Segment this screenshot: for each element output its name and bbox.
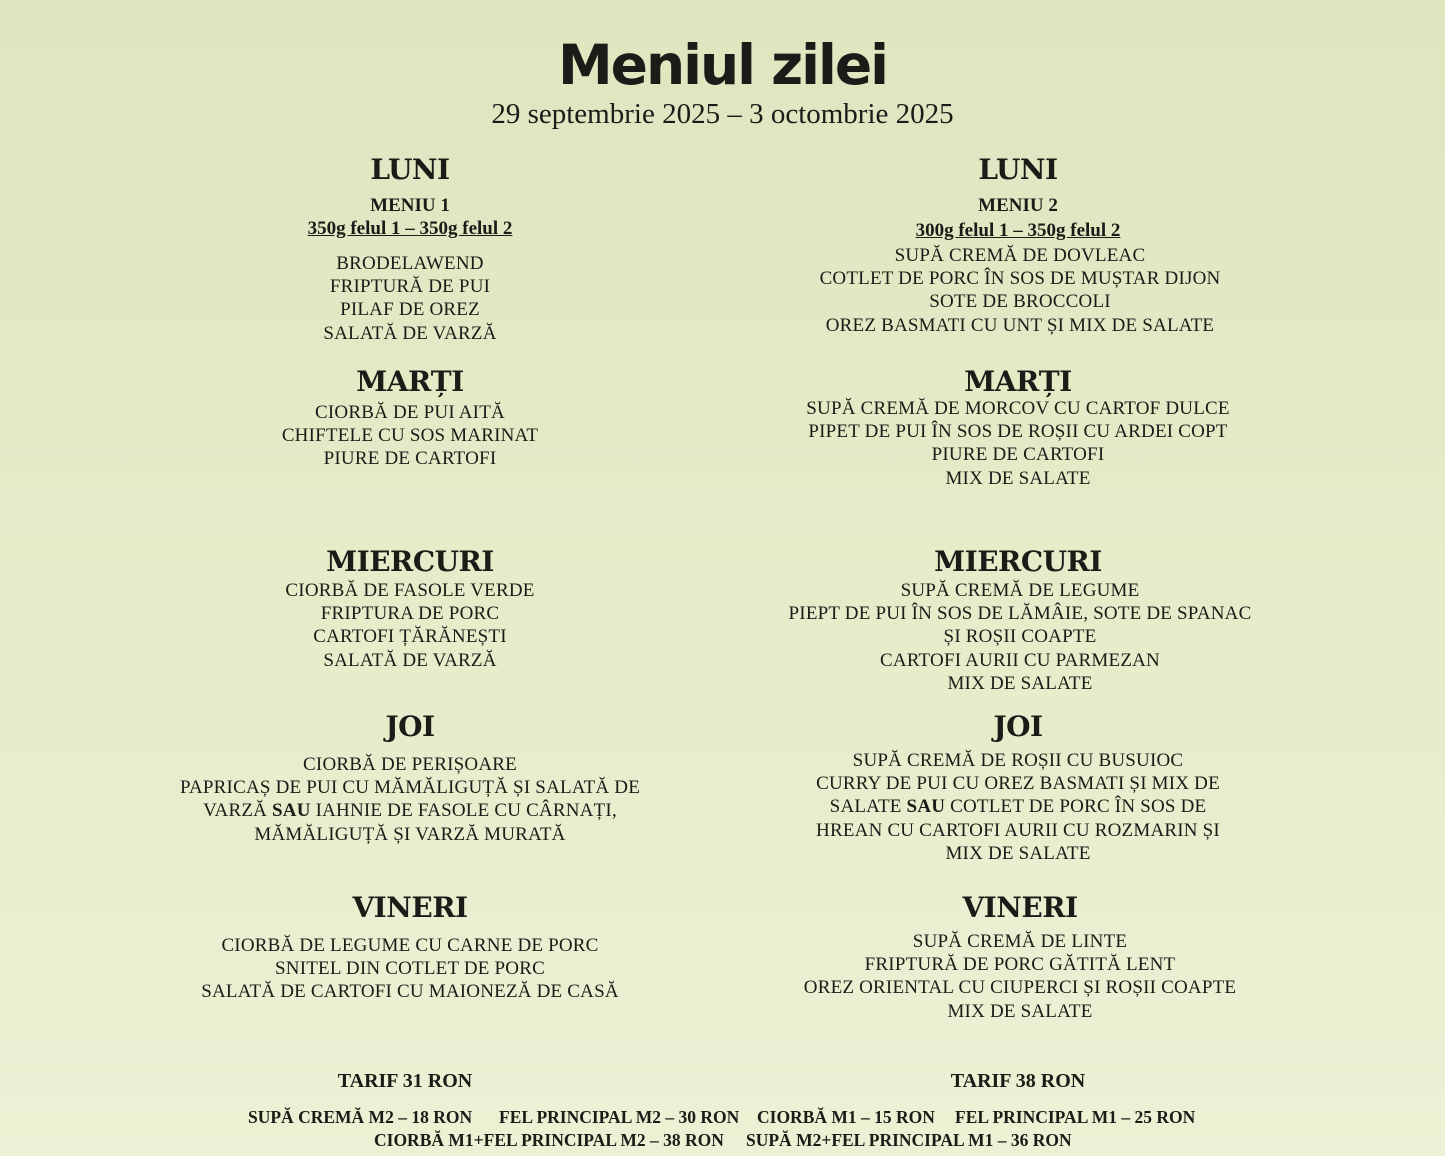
day-heading-vineri-m1: VINERI — [352, 891, 468, 924]
menu-item: SUPĂ CREMĂ DE ROȘII CU BUSUIOC — [852, 750, 1184, 771]
menu-item: SALATĂ DE VARZĂ — [323, 649, 497, 671]
menu-item: OREZ ORIENTAL CU CIUPERCI ȘI ROȘII COAPTE — [803, 977, 1237, 999]
menu-item: CIORBĂ DE PERIȘOARE — [303, 754, 517, 775]
menu-item: COTLET DE PORC ÎN SOS DE MUȘTAR DIJON — [819, 268, 1221, 290]
menu-item: CIORBĂ DE PUI AITĂ — [315, 402, 505, 423]
menu-item: SUPĂ CREMĂ DE LINTE — [912, 931, 1128, 952]
day-heading-joi-m1: JOI — [385, 710, 435, 743]
menu-item: MIX DE SALATE — [947, 1000, 1093, 1022]
menu-item: SUPĂ CREMĂ DE MORCOV CU CARTOF DULCE — [806, 398, 1230, 419]
menu2-luni-items — [720, 244, 1320, 337]
day-heading-vineri-m2: VINERI — [962, 891, 1078, 924]
menu-item: SALATĂ DE VARZĂ — [323, 322, 497, 344]
menu-item: FRIPTURA DE PORC — [320, 603, 500, 625]
day-heading-luni-m1: LUNI — [370, 153, 450, 186]
menu2-marti-items — [718, 397, 1318, 490]
price-combo-ciorba-m1-fel-m2: CIORBĂ M1+FEL PRINCIPAL M2 – 38 RON — [374, 1130, 724, 1150]
date-range: 29 septembrie 2025 – 3 octombrie 2025 — [491, 98, 954, 130]
menu-item: SALATĂ DE CARTOFI CU MAIONEZĂ DE CASĂ — [201, 981, 619, 1003]
menu-item: PILAF DE OREZ — [340, 299, 480, 321]
menu-item: SUPĂ CREMĂ DE DOVLEAC — [894, 245, 1146, 266]
day-heading-miercuri-m2: MIERCURI — [934, 545, 1102, 578]
menu-item: SALATE SAU COTLET DE PORC ÎN SOS DE — [829, 796, 1207, 818]
menu1-portion: 350g felul 1 – 350g felul 2 — [307, 218, 513, 239]
day-heading-joi-m2: JOI — [993, 710, 1043, 743]
price-combo-supa-m2-fel-m1: SUPĂ M2+FEL PRINCIPAL M1 – 36 RON — [746, 1130, 1072, 1150]
price-supa-crema-m2: SUPĂ CREMĂ M2 – 18 RON — [248, 1107, 473, 1127]
menu-item: PIEPT DE PUI ÎN SOS DE LĂMÂIE, SOTE DE SPANAC — [788, 603, 1252, 625]
price-fel-principal-m2: FEL PRINCIPAL M2 – 30 RON — [499, 1107, 740, 1127]
menu1-miercuri-items — [110, 579, 710, 672]
day-heading-marti-m2: MARȚI — [964, 365, 1072, 398]
day-heading-luni-m2: LUNI — [978, 153, 1058, 186]
day-heading-miercuri-m1: MIERCURI — [326, 545, 494, 578]
menu-item: PIURE DE CARTOFI — [931, 444, 1105, 466]
menu-item: MĂMĂLIGUȚĂ ȘI VARZĂ MURATĂ — [254, 823, 566, 845]
menu1-luni-items — [110, 252, 710, 345]
menu1-vineri-items — [110, 934, 710, 1004]
menu2-label: MENIU 2 — [978, 195, 1058, 216]
menu-item: BRODELAWEND — [336, 253, 484, 274]
menu2-miercuri-items — [720, 579, 1320, 695]
menu-item: SNITEL DIN COTLET DE PORC — [275, 958, 545, 980]
menu-item: MIX DE SALATE — [947, 672, 1093, 694]
or-keyword: SAU — [906, 796, 946, 818]
menu-item: CIORBĂ DE LEGUME CU CARNE DE PORC — [221, 935, 599, 956]
menu-item: CARTOFI AURII CU PARMEZAN — [880, 649, 1160, 671]
menu-item: SUPĂ CREMĂ DE LEGUME — [900, 580, 1140, 601]
menu-item: PAPRICAȘ DE PUI CU MĂMĂLIGUȚĂ ȘI SALATĂ DE — [179, 777, 641, 799]
menu-item: OREZ BASMATI CU UNT ȘI MIX DE SALATE — [825, 314, 1215, 336]
menu-item: MIX DE SALATE — [945, 842, 1091, 864]
menu2-tarif: TARIF 38 RON — [950, 1070, 1086, 1092]
menu-item: ȘI ROȘII COAPTE — [943, 626, 1097, 648]
or-keyword: SAU — [272, 800, 311, 822]
menu-item: HREAN CU CARTOFI AURII CU ROZMARIN ȘI — [816, 819, 1220, 841]
menu-item: CHIFTELE CU SOS MARINAT — [281, 425, 539, 447]
menu-item: FRIPTURĂ DE PUI — [329, 276, 491, 298]
menu-item: CIORBĂ DE FASOLE VERDE — [285, 580, 535, 601]
menu1-marti-items — [110, 401, 710, 471]
day-heading-marti-m1: MARȚI — [356, 365, 464, 398]
menu-item: MIX DE SALATE — [945, 467, 1091, 489]
menu-item: FRIPTURĂ DE PORC GĂTITĂ LENT — [864, 954, 1176, 976]
menu2-portion: 300g felul 1 – 350g felul 2 — [915, 220, 1121, 241]
menu-item: PIURE DE CARTOFI — [323, 448, 497, 470]
menu2-vineri-items — [720, 930, 1320, 1023]
page-title: Meniul zilei — [557, 33, 888, 97]
menu-item: CURRY DE PUI CU OREZ BASMATI ȘI MIX DE — [816, 773, 1220, 795]
menu-item: SOTE DE BROCCOLI — [929, 291, 1111, 313]
menu-item: CARTOFI ȚĂRĂNEȘTI — [313, 626, 507, 648]
price-ciorba-m1: CIORBĂ M1 – 15 RON — [757, 1107, 935, 1127]
menu-item: VARZĂ SAU IAHNIE DE FASOLE CU CÂRNAȚI, — [203, 800, 617, 822]
menu1-tarif: TARIF 31 RON — [337, 1070, 473, 1092]
menu-item: PIPET DE PUI ÎN SOS DE ROȘII CU ARDEI COPT — [808, 421, 1228, 443]
price-fel-principal-m1: FEL PRINCIPAL M1 – 25 RON — [955, 1107, 1196, 1127]
menu2-joi-items — [718, 749, 1318, 865]
menu1-joi-items — [110, 753, 710, 846]
menu1-label: MENIU 1 — [370, 195, 450, 216]
